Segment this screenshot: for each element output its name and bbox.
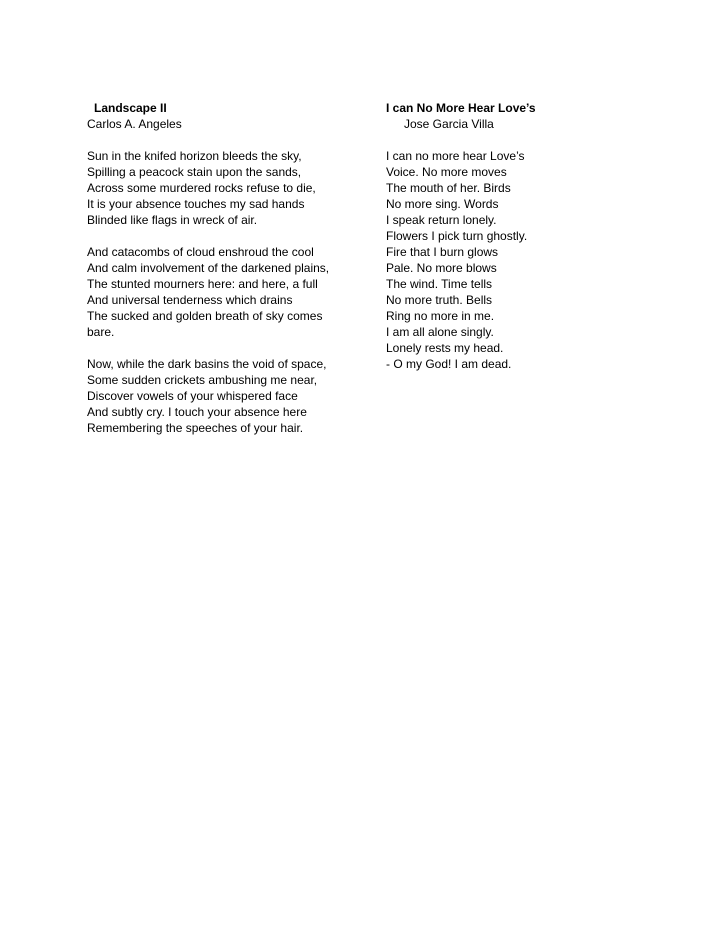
poem-line: No more truth. Bells — [386, 293, 493, 307]
poem-line: Ring no more in me. — [386, 309, 495, 323]
poem-title: I can No More Hear Love’s — [386, 101, 536, 115]
poem-title: Landscape II — [94, 101, 167, 115]
poem-line: And subtly cry. I touch your absence here — [87, 405, 307, 419]
stanza-2 — [87, 244, 357, 340]
poem-line: Sun in the knifed horizon bleeds the sky, — [87, 149, 302, 163]
poem-line: I am all alone singly. — [386, 325, 494, 339]
stanza-1 — [87, 148, 357, 228]
poem-body — [386, 148, 626, 372]
poem-line: It is your absence touches my sad hands — [87, 197, 305, 211]
poem-line: Now, while the dark basins the void of space, — [87, 357, 327, 371]
spacer — [386, 132, 626, 148]
stanza-break — [87, 340, 357, 356]
poem-i-can-no-more-hear-loves — [386, 100, 626, 372]
spacer — [87, 132, 357, 148]
poem-line: The sucked and golden breath of sky comes — [87, 309, 323, 323]
poem-line: Spilling a peacock stain upon the sands, — [87, 165, 302, 179]
stanza-break — [87, 228, 357, 244]
poem-line: And catacombs of cloud enshroud the cool — [87, 245, 314, 259]
poem-line: Voice. No more moves — [386, 165, 507, 179]
poem-line: And universal tenderness which drains — [87, 293, 293, 307]
poem-line: The wind. Time tells — [386, 277, 493, 291]
poem-line: Remembering the speeches of your hair. — [87, 421, 304, 435]
poem-line: And calm involvement of the darkened plains, — [87, 261, 330, 275]
poem-line: The mouth of her. Birds — [386, 181, 511, 195]
poem-author: Carlos A. Angeles — [87, 117, 182, 131]
poem-line: The stunted mourners here: and here, a full — [87, 277, 318, 291]
poem-line: No more sing. Words — [386, 197, 499, 211]
poem-landscape-ii — [87, 100, 357, 436]
stanza-3 — [87, 356, 357, 436]
poem-line: I can no more hear Love’s — [386, 149, 525, 163]
poem-line: Blinded like flags in wreck of air. — [87, 213, 258, 227]
poem-author: Jose Garcia Villa — [404, 117, 494, 131]
poem-line: Across some murdered rocks refuse to die, — [87, 181, 316, 195]
poem-line: Discover vowels of your whispered face — [87, 389, 298, 403]
poem-line: Fire that I burn glows — [386, 245, 499, 259]
poem-line: - O my God! I am dead. — [386, 357, 512, 371]
poem-line: I speak return lonely. — [386, 213, 497, 227]
poem-line: Flowers I pick turn ghostly. — [386, 229, 528, 243]
poem-line: Lonely rests my head. — [386, 341, 504, 355]
poem-line: bare. — [87, 325, 115, 339]
poem-line: Pale. No more blows — [386, 261, 497, 275]
poem-line: Some sudden crickets ambushing me near, — [87, 373, 318, 387]
